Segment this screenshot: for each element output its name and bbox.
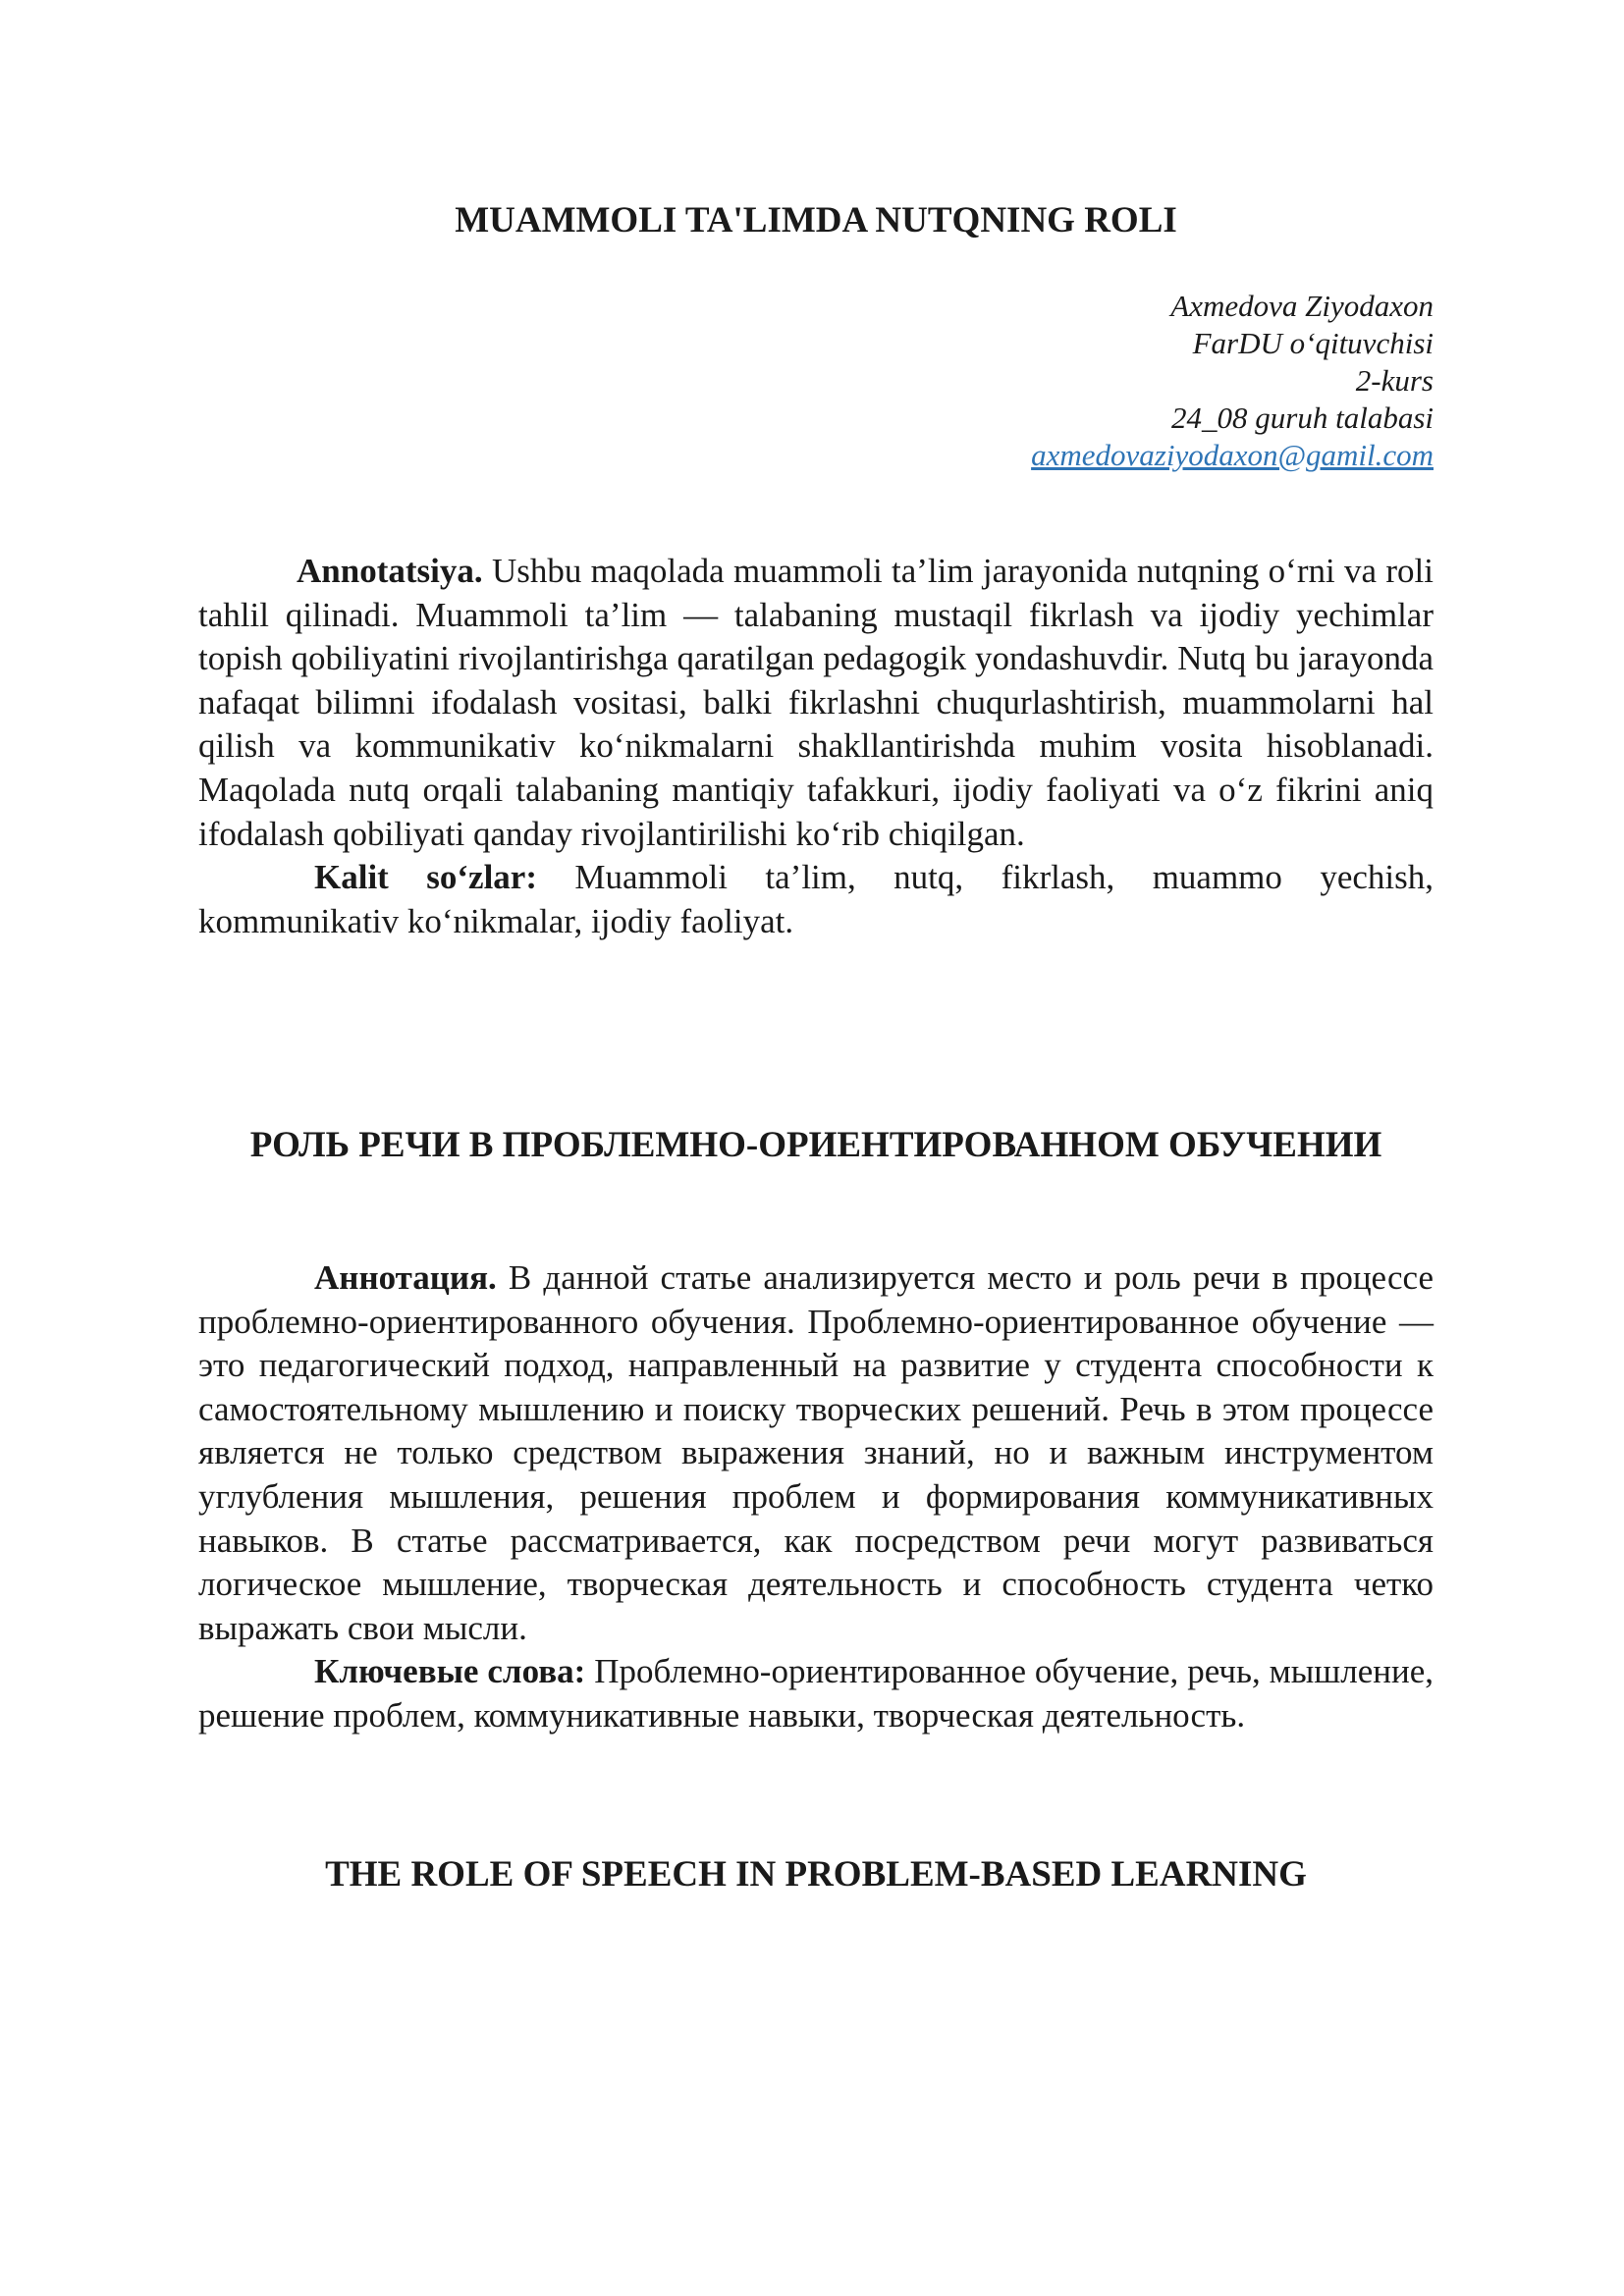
author-course: 2-kurs [1355,363,1434,398]
author-group: 24_08 guruh talabasi [1171,400,1434,435]
uz-title: MUAMMOLI TA'LIMDA NUTQNING ROLI [455,200,1177,240]
author-email-link[interactable]: axmedovaziyodaxon@gamil.com [1031,438,1434,472]
ru-abstract-label: Аннотация. [314,1258,497,1297]
ru-keywords-label: Ключевые слова: [314,1652,586,1691]
uz-abstract-text: Ushbu maqolada muammoli ta’lim jarayonida nutqning o‘rni va roli tahlil qilinadi. Muammoli ta’lim — talabaning mustaqil fikrlash va ijodiy yechimlar topish qobiliyatini rivojlantirishga qaratilgan pedagogik yondashuvdir. Nutq bu jarayonda nafaqat bilimni ifodalash vositasi, balki fikrlashni chuqurlashtirish, muammolarni hal qilish va kommunikativ ko‘nikmalarni shakllantirishda muhim vosita hisoblanadi. Maqolada nutq orqali talabaning mantiqiy tafakkuri, ijodiy faoliyati va o‘z fikrini aniq ifodalash qobiliyati qanday rivojlantirilishi ko‘rib chiqilgan. [198,552,1434,853]
author-position: FarDU o‘qituvchisi [1192,326,1434,360]
uz-keywords-text: Muammoli ta’lim, nutq, fikrlash, muammo yechish, kommunikativ ko‘nikmalar, ijodiy faoliyat. [198,858,1434,940]
en-title: THE ROLE OF SPEECH IN PROBLEM-BASED LEARNING [325,1854,1307,1895]
ru-abstract [198,1256,1434,1738]
uz-keywords-label: Kalit so‘zlar: [314,858,537,897]
ru-abstract-text: В данной статье анализируется место и роль речи в процессе проблемно-ориентированного обучения. Проблемно-ориентированное обучение — это педагогический подход, направленный на развитие у студента способности к самостоятельному мышлению и поиску творческих решений. Речь в этом процессе является не только средством выражения знаний, но и важным инструментом углубления мышления, решения проблем и формирования коммуникативных навыков. В статье рассматривается, как посредством речи могут развиваться логическое мышление, творческая деятельность и способность студента четко выражать свои мысли. [198,1258,1434,1647]
page-content [198,0,1434,2296]
author-block [1031,288,1434,474]
uz-abstract [198,550,1434,943]
ru-title: РОЛЬ РЕЧИ В ПРОБЛЕМНО-ОРИЕНТИРОВАННОМ ОБУЧЕНИИ [249,1125,1382,1165]
ru-keywords-text: Проблемно-ориентированное обучение, речь, мышление, решение проблем, коммуникативные навыки, творческая деятельность. [198,1652,1434,1735]
author-name: Axmedova Ziyodaxon [1170,289,1434,323]
uz-abstract-label: Annotatsiya. [297,552,483,590]
